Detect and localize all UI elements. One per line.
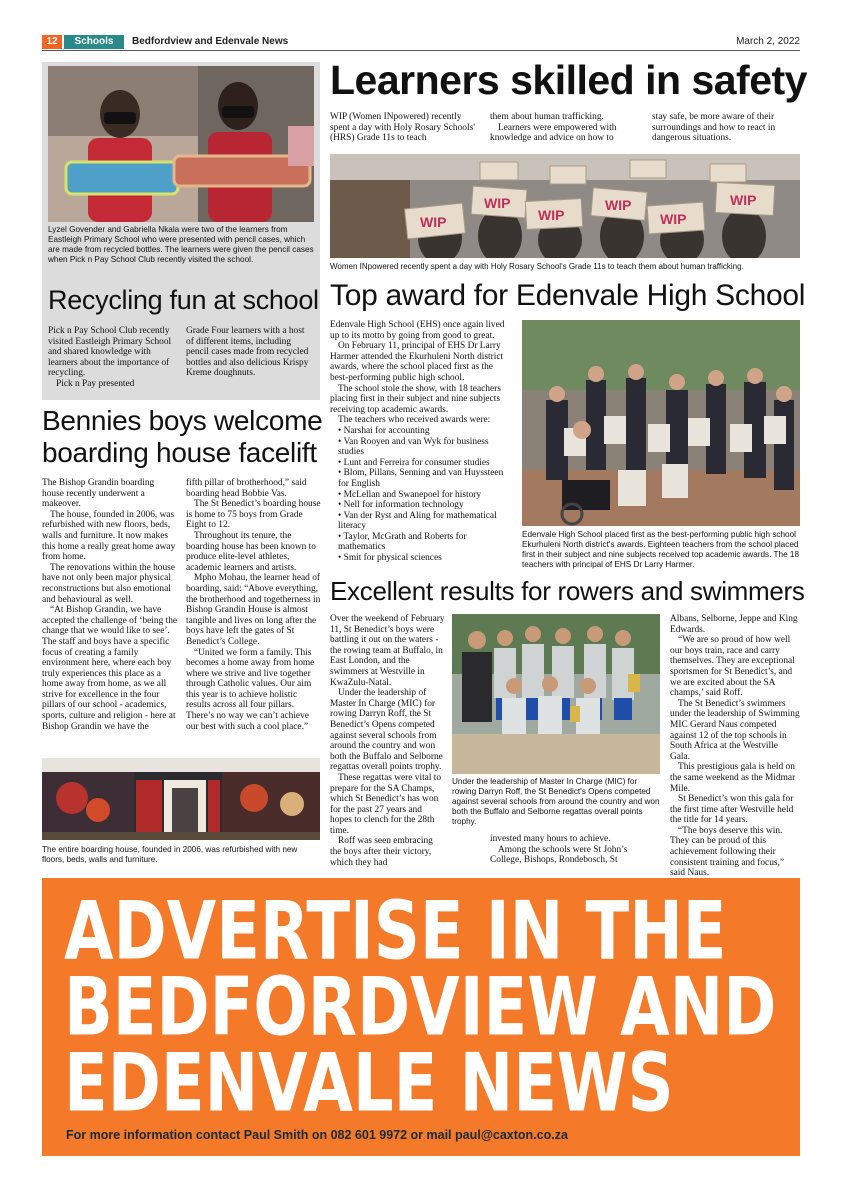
- recycling-caption: Lyzel Govender and Gabriella Nkala were two of the learners from Eastleigh Primary School who were presented with pencil cases, which are made from recycled bottles. The learners were given the pencil cases when Pick n Pay School Club recently visited the school.: [48, 225, 314, 264]
- paragraph: Roff was seen embracing the boys after their victory, which they had: [330, 836, 433, 868]
- boarding-house-photo: [42, 758, 320, 840]
- edenvale-headline: Top award for Edenvale High School: [330, 279, 806, 312]
- edenvale-body: [330, 320, 510, 564]
- rowers-photo: [452, 614, 660, 774]
- wip-sign-text: WIP: [420, 214, 447, 230]
- paragraph: WIP (Women INpowered) recently spent a day with Holy Rosary Schools' (HRS) Grade 11s to teach: [330, 112, 475, 144]
- award-item: • Smit for physical sciences: [338, 553, 442, 564]
- paragraph: The school stole the show, with 18 teachers placing first in their subject and nine subjects receiving top academic awards.: [330, 383, 501, 415]
- edenvale-photo: [522, 320, 800, 526]
- bennies-col-1: [42, 478, 178, 732]
- paragraph: Learners were empowered with knowledge and advice on how to: [490, 122, 617, 144]
- paragraph: Albans, Selborne, Jeppe and King Edwards.: [670, 614, 798, 635]
- paragraph: The house, founded in 2006, was refurbished with new floors, beds, walls and furniture. It now makes this home a really great home away from home.: [42, 509, 176, 563]
- paragraph: them about human trafficking.: [490, 112, 604, 122]
- recycling-photo: [48, 66, 314, 222]
- paragraph: Under the leadership of Master In Charge (MIC) for rowing Darryn Roff, the St Benedict’s Opens competed against several schools from around the country and won both the Buffalo and Selborne regattas overall points trophy.: [330, 688, 443, 773]
- safety-headline: Learners skilled in safety: [330, 57, 807, 103]
- recycling-headline: Recycling fun at school: [48, 285, 319, 315]
- safety-photo: [330, 154, 800, 258]
- publication-name: Bedfordview and Edenvale News: [132, 36, 289, 47]
- paragraph: The St Benedict’s swimmers under the leadership of Swimming MIC Gerard Naus competed against 12 of the top schools in South Africa at the Westville Gala.: [670, 698, 800, 762]
- paragraph: Over the weekend of February 11, St Benedict’s boys were battling it out on the waters - the rowing team at Buffalo, in East London, and the swimmers at Westville in KwaZulu-Natal.: [330, 614, 445, 688]
- rowers-headline: Excellent results for rowers and swimmers: [330, 576, 805, 606]
- award-item: • Lunt and Ferreira for consumer studies: [338, 457, 490, 468]
- paragraph: The St Benedict’s boarding house is home to 75 boys from Grade Eight to 12.: [186, 499, 321, 531]
- paragraph: Pick n Pay School Club recently visited Eastleigh Primary School and shared knowledge with learners about the importance of recycling.: [48, 326, 172, 379]
- paragraph: invested many hours to achieve.: [490, 834, 611, 844]
- award-item: • Taylor, McGrath and Roberts for mathematics: [338, 531, 467, 553]
- rowers-col-2: [490, 834, 656, 866]
- safety-col-1: [330, 112, 478, 144]
- paragraph: The renovations within the house have not only been major physical reconstructions but also emotional and behavioural as well.: [42, 562, 175, 605]
- paragraph: “At Bishop Grandin, we have accepted the challenge of ‘being the change that we would like to see’. The staff and boys have a specific focus of creating a family environment here, where each boy truly experiences this place as a home away from home, as we all strive for excellence in the four pillars of our school - academics, sports, culture and religion - here at Bishop Grandin we have the: [42, 605, 178, 732]
- paragraph: “United we form a family. This becomes a home away from home where we strive and live together through Catholic values. Our aim this year is to achieve holistic results across all four pillars. There’s no way we can’t achieve our best with such a cool place.”: [186, 647, 315, 732]
- award-item: • Blom, Pillans, Senning and van Huyssteen for English: [338, 468, 504, 489]
- recycling-col-1: [48, 326, 178, 390]
- edenvale-caption: Edenvale High School placed first as the best-performing public high school Ekurhuleni North district's awards. Eighteen teachers from the school placed first in their subject and nine subjects received top academic awards. The 18 teachers with principal of EHS Dr Larry Harmer.: [522, 530, 800, 569]
- paragraph: This prestigious gala is held on the same weekend as the Midmar Mile.: [670, 762, 796, 794]
- bennies-headline-line-2: boarding house facelift: [42, 437, 317, 468]
- page-number: 12: [42, 35, 62, 49]
- award-item: • Narshai for accounting: [338, 425, 430, 436]
- paragraph: fifth pillar of brotherhood,” said boarding head Bobbie Vas.: [186, 478, 307, 499]
- paragraph: Among the schools were St John’s College, Bishops, Rondebosch, St: [490, 844, 628, 866]
- bennies-col-2: [186, 478, 322, 732]
- ad-line-1: ADVERTISE IN THE: [64, 885, 727, 979]
- paragraph: Pick n Pay presented: [56, 378, 135, 389]
- award-item: • McLellan and Swanepoel for history: [338, 489, 482, 500]
- award-item: • Van der Ryst and Aling for mathematical literacy: [338, 510, 497, 532]
- paragraph: Mpho Mohau, the learner head of boarding, said: “Above everything, the brotherhood and togetherness in Bishop Grandin House is almost tangible and lives on long after the boys have left the gates of St Benedict’s College.: [186, 573, 321, 647]
- paragraph: The Bishop Grandin boarding house recently underwent a makeover.: [42, 478, 155, 510]
- paragraph: Throughout its tenure, the boarding house has been known to produce elite-level athletes, academic learners and artists.: [186, 530, 316, 573]
- ad-contact-text[interactable]: For more information contact Paul Smith on 082 601 9972 or mail paul@caxton.co.za: [66, 1128, 568, 1142]
- award-item: • Van Rooyen and van Wyk for business studies: [338, 436, 489, 458]
- wip-sign-text: WIP: [660, 211, 687, 227]
- award-item: • Nell for information technology: [338, 500, 464, 511]
- paragraph: Edenvale High School (EHS) once again lived up to its motto by going from good to great.: [330, 320, 505, 341]
- safety-col-3: [652, 112, 800, 144]
- wip-sign-text: WIP: [484, 195, 511, 211]
- wip-sign-text: WIP: [730, 192, 757, 208]
- header-rule: [42, 50, 800, 51]
- ad-line-2: BEDFORDVIEW AND: [64, 961, 777, 1055]
- wip-sign-text: WIP: [538, 207, 565, 223]
- safety-caption: Women INpowered recently spent a day with Holy Rosary School's Grade 11s to teach them about human trafficking.: [330, 262, 744, 271]
- paragraph: “The boys deserve this win. They can be proud of this achievement following their consistent training and focus,” said Naus.: [670, 825, 785, 879]
- paragraph: St Benedict’s won this gala for the first time after Westville held the title for 14 years.: [670, 794, 794, 826]
- bennies-headline-line-1: Bennies boys welcome: [42, 405, 323, 436]
- paragraph: On February 11, principal of EHS Dr Larry Harmer attended the Ekurhuleni North district awards, where the school placed first as the best-performing public high school.: [330, 341, 504, 383]
- rowers-col-1: [330, 614, 446, 868]
- wip-sign-text: WIP: [605, 197, 632, 213]
- paragraph: These regattas were vital to prepare for the SA Champs, which St Benedict’s has won for the past 27 years and hopes to clench for the 28th time.: [330, 772, 442, 836]
- rowers-caption: Under the leadership of Master In Charge (MIC) for rowing Darryn Roff, the St Benedict's Opens competed against several schools from around the country and won both the Buffalo and Selborne regattas overall points trophy.: [452, 777, 660, 826]
- boarding-house-caption: The entire boarding house, founded in 2006, was refurbished with new floors, beds, walls and furniture.: [42, 845, 298, 864]
- recycling-col-2: [186, 326, 314, 379]
- paragraph: “We are so proud of how well our boys train, race and carry themselves. They are exceptional sportsmen for St Benedict’s, and we are excited about the SA champs,’ said Roff.: [670, 635, 795, 699]
- ad-line-3: EDENVALE NEWS: [64, 1037, 674, 1131]
- section-label: Schools: [64, 35, 124, 49]
- safety-col-2: [490, 112, 638, 144]
- paragraph: Grade Four learners with a host of different items, including pencil cases made from recycled bottles and also delicious Krispy Kreme doughnuts.: [186, 326, 309, 379]
- paragraph: The teachers who received awards were:: [338, 415, 491, 426]
- rowers-col-3: [670, 614, 800, 879]
- paragraph: stay safe, be more aware of their surroundings and how to react in dangerous situations.: [652, 112, 776, 144]
- issue-date: March 2, 2022: [736, 36, 800, 47]
